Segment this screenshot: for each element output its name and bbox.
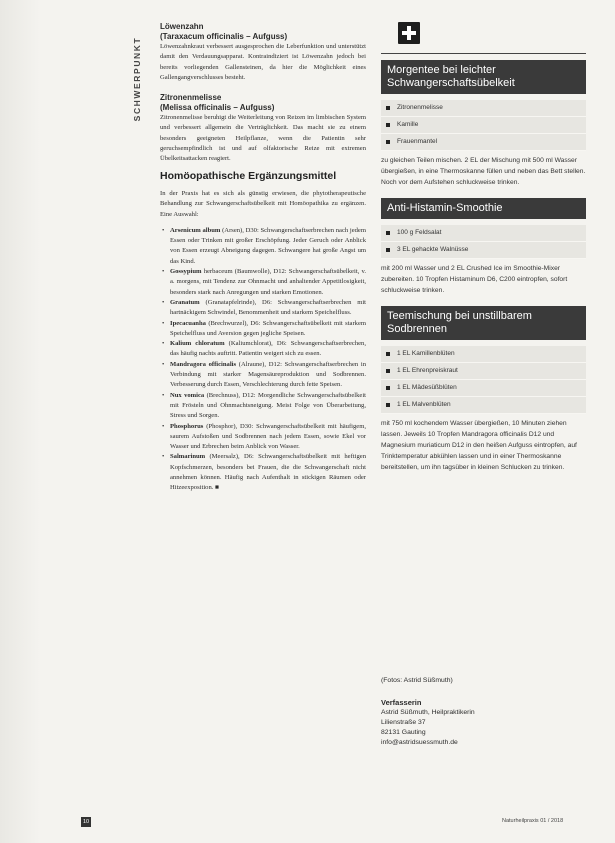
footer-info [381, 676, 586, 748]
loewenzahn-title: Löwenzahn [160, 22, 204, 31]
journal-footer: Naturheilpraxis 01 / 2018 [502, 818, 564, 824]
loewenzahn-text: Löwenzahnkraut verbessert ausgesprochen die Leberfunktion und unterstützt damit den Verdauungsapparat. Kontraindiziert ist Löwenzahn jedoch bei bereits vorliegenden Gallensteinen, da hier die Möglichkeit eines Gallengangverschlusses besteht. [160, 43, 366, 81]
right-column [381, 22, 586, 483]
remedy-text: (Granatapfelrinde), D6: Schwangerschaftserbrechen mit hartnäckigem Schwindel, Benommenheit und starkem Speichelfluss. [170, 298, 366, 317]
author-line: 82131 Gauting [381, 729, 426, 736]
section-label-text: SCHWERPUNKT [132, 36, 142, 122]
remedy-name: Gossypium [170, 268, 202, 276]
list-item: Zitronenmelisse [381, 100, 586, 117]
medical-cross-icon [398, 22, 420, 44]
page-number: 10 [82, 819, 90, 825]
list-item: 1 EL Malvenblüten [381, 397, 586, 414]
list-item: 1 EL Kamillenblüten [381, 346, 586, 363]
author-line: info@astridsuessmuth.de [381, 739, 458, 746]
homoeo-heading: Homöopathische Ergänzungsmittel [160, 169, 337, 182]
author-heading: Verfasserin [381, 698, 422, 707]
list-item: Kamille [381, 117, 586, 134]
box-smoothie-text: mit 200 ml Wasser und 2 EL Crushed Ice im Smoothie-Mixer zubereiten. 10 Tropfen Histaminum D6, C200 eintropfen, sofort schluckweise trinken. [381, 265, 568, 294]
list-item: 1 EL Mädesüßblüten [381, 380, 586, 397]
remedy-text: herbaceum (Baumwolle), D12: Schwangerschaftsübelkeit, v. a. morgens, mit Tendenz zur Ohnmacht und anhaltender Appetitlosigkeit, besonders stark nach Anregungen und starken Emotionen. [170, 268, 366, 296]
remedy-name: Arsenicum album [170, 226, 221, 234]
list-item [170, 391, 366, 422]
photo-credit: (Fotos: Astrid Süßmuth) [381, 677, 453, 684]
remedy-text: (Kaliumchlorat), D6: Schwangerschaftserbrechen, das häufig nachts auftritt. Patientin weigert sich zu essen. [170, 340, 366, 358]
remedy-text: (Brechnuss), D12: Morgendliche Schwangerschaftsübelkeit mit Frösteln und Ohnmachtsneigung. Meist Folge von Überarbeitung, Stress und Sorgen. [170, 391, 366, 420]
list-item: 1 EL Ehrenpreiskraut [381, 363, 586, 380]
zitronenmelisse-title: Zitronenmelisse [160, 93, 222, 103]
box-morgentee-text: zu gleichen Teilen mischen. 2 EL der Mischung mit 500 ml Wasser übergießen, in eine Thermoskanne füllen und neben das Bett stellen. Noch vor dem Aufstehen schluckweise trinken. [381, 157, 586, 186]
remedy-name: Nux vomica [170, 391, 205, 399]
list-item: 3 EL gehackte Walnüsse [381, 242, 586, 259]
author-line: Lilienstraße 37 [381, 719, 426, 726]
section-label [129, 22, 143, 142]
remedy-name: Ipecacuanha [170, 319, 206, 327]
list-item [170, 422, 366, 453]
remedy-name: Granatum [170, 298, 200, 306]
list-item: Frauenmantel [381, 134, 586, 151]
remedy-name: Salmarinum [170, 453, 206, 461]
list-item [170, 267, 366, 298]
remedy-list [160, 226, 366, 494]
list-item [170, 452, 366, 493]
zitronenmelisse-text: Zitronenmelisse beruhigt die Weiterleitung von Reizen im limbischen System und verbessert allgemein die Verträglichkeit. Das macht sie zu einem besonders geeigneten Heilpflanze, wenn die Patientin sehr geruchsempfindlich ist und auf olfaktorische Reize mit extremen Übelkeitsattacken reagiert. [160, 114, 366, 163]
remedy-text: (Alraune), D12: Schwangerschaftserbrechen in Verbindung mit starker Magensäureproduktion und Sodbrennen. Verbesserung durch Essen, Verschlechterung durch fette Speisen. [170, 360, 366, 389]
list-item [170, 339, 366, 360]
list-item: 100 g Feldsalat [381, 225, 586, 242]
remedy-text: (Arsen), D30: Schwangerschaftserbrechen nach jedem Essen oder Trinken mit großer Erschöpfung. Jeder Geruch oder Anblick von Essen erzeugt Abneigung dagegen. Schwangere hat große Angst um das Kind. [170, 226, 366, 265]
homoeo-intro: In der Praxis hat es sich als günstig erwiesen, die phytotherapeutische Behandlung zur Schwangerschaftsübelkeit mit Homöopathika zu ergänzen. Eine Auswahl: [160, 189, 366, 218]
left-column [160, 22, 366, 494]
remedy-text: (Phosphor), D30: Schwangerschaftsübelkeit mit häufigem, saurem Aufstoßen und Sodbrennen nach jedem Essen, sowie Ekel vor Wasser und Erbrechen beim Anblick von Wasser. [170, 422, 367, 451]
box-sodbrennen-title: Teemischung bei unstillbarem Sodbrennen [381, 306, 586, 340]
author-line: Astrid Süßmuth, Heilpraktikerin [381, 709, 475, 716]
remedy-text: (Meersalz), D6: Schwangerschaftsübelkeit mit heftigen Kopfschmerzen, besonders bei Frauen, die die Schwangerschaft nicht annehmen können. Häufig nach Aufenthalt in stickigen Räumen oder Hitzeexposition. ■ [170, 453, 366, 492]
remedy-text: (Brechwurzel), D6: Schwangerschaftsübelkeit mit starkem Speichelfluss und Aversion gegen jegliche Speisen. [170, 319, 367, 337]
zitronenmelisse-subtitle: (Melissa officinalis – Aufguss) [160, 103, 275, 113]
remedy-name: Mandragora officinalis [170, 360, 237, 368]
box-sodbrennen-text: mit 750 ml kochendem Wasser übergießen, 10 Minuten ziehen lassen. Jeweils 10 Tropfen Mandragora officinalis D12 und Magnesium muriaticum D12 in den heißen Aufguss eintropfen, auf Trinktemperatur abkühlen lassen und in einer Thermoskanne bereitstellen, um ihn tagsüber in kleinen Schlucken zu trinken. [381, 420, 577, 471]
list-item [170, 360, 366, 391]
list-item [170, 298, 366, 319]
box-morgentee-title: Morgentee bei leichter Schwangerschaftsübelkeit [381, 60, 586, 94]
list-item [170, 319, 366, 340]
box-smoothie-title: Anti-Histamin-Smoothie [381, 198, 586, 219]
remedy-name: Phosphorus [170, 422, 204, 430]
remedy-name: Kalium chloratum [170, 340, 225, 348]
list-item [170, 226, 366, 267]
divider [381, 53, 586, 54]
loewenzahn-subtitle: (Taraxacum officinalis – Aufguss) [160, 32, 288, 41]
